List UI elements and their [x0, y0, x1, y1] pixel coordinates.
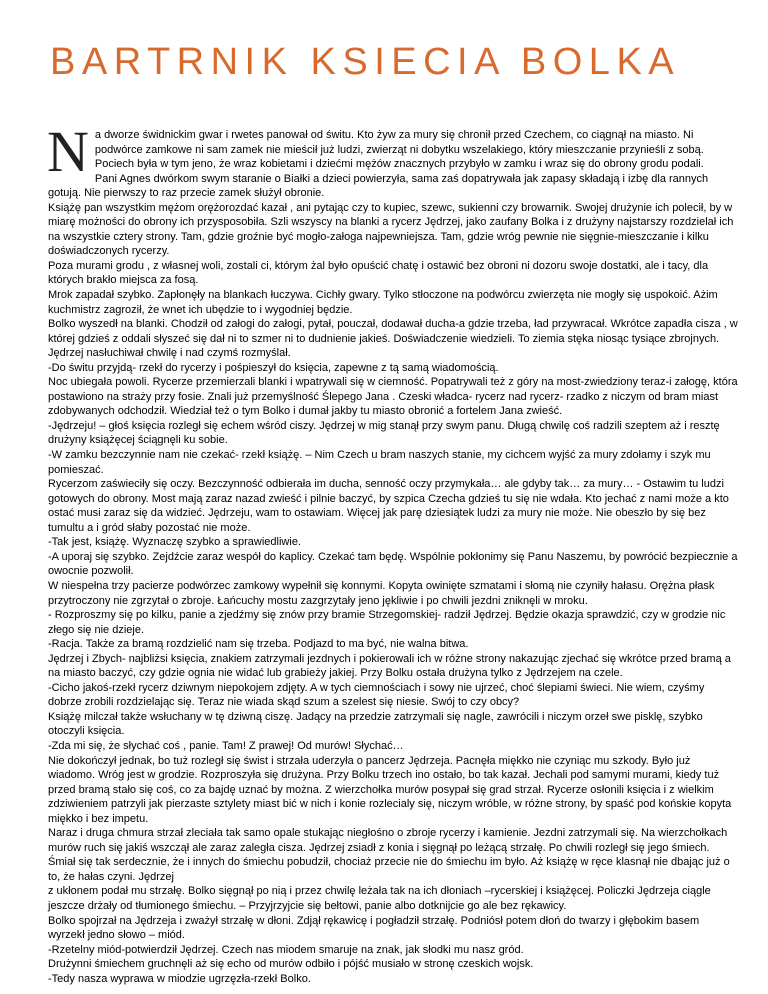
story-text — [47, 119, 738, 986]
paragraph: Mrok zapadał szybko. Zapłonęły na blankach łuczywa. Cichły gwary. Tylko stłoczone na podwórcu zwierzęta nie mogły się uspokoić. Ażim kuchmistrz zagroził, że wnet ich ubędzie to i wygodniej będzie. — [48, 289, 718, 316]
paragraph: Naraz i druga chmura strzał zleciała tak samo opale stukając niegłośno o zbroje rycerzy i kamienie. Jezdni zatrzymali się. Na wierzchołkach murów ruch się jakiś wszczął ale zaraz zaległa cisza. Jędrzej zsiadł z konia i sięgnął po leżącą strzałę. Po chwili rozległ się jego śmiech. Śmiał się tak serdecznie, że i innych do śmiechu pobudził, chociaż przecie nie do śmiechu im było. Aż książę w ręce klasnął nie dbając już o to, że hałas czyni. Jędrzej — [48, 827, 730, 883]
paragraph: -A uporaj się szybko. Zejdźcie zaraz wespół do kaplicy. Czekać tam będę. Wspólnie pokłonimy się Panu Naszemu, by powrócić bezpiecznie a owocnie pozwolił. — [48, 550, 738, 578]
page-title: BARTRNIK KSIECIA BOLKA — [50, 41, 681, 83]
paragraph: -Jędrzeju! – głoś księcia rozległ się echem wśród ciszy. Jędrzej w mig stanął przy swym panu. Długą chwilę coś radzili szeptem aż i resztę drużyny książęcej ściągnęli ku sobie. — [48, 419, 720, 447]
paragraph: z ukłonem podał mu strzałę. Bolko sięgnął po nią i przez chwilę leżała tak na ich dłoniach –rycerskiej i książęcej. Policzki Jędrzeja ciągle jeszcze drżały od tłumionego śmiechu. – Przyjrzyjcie się bełtowi, panie albo dotknijcie go ale bez rękawicy. — [48, 885, 711, 912]
paragraph: -Racja. Także za bramą rozdzielić nam się trzeba. Podjazd to ma być, nie walna bitwa. — [48, 638, 469, 651]
drop-cap: N — [47, 119, 89, 184]
paragraph: Noc ubiegała powoli. Rycerze przemierzali blanki i wpatrywali się w ciemność. Popatrywali też z góry na most-zwiedziony teraz-i załogę, która postawiono na straży przy fosie. Znali już przemyślność Ślepego Jana . Czeski władca- rycerz nad rycerz- rzadko z niczym od bram miast zdobywanych odchodził. Wiedział też o tym Bolko i dumał jakby tu miasto obronić a fortelem Jana zwieść. — [48, 376, 738, 418]
paragraph: -Do świtu przyjdą- rzekł do rycerzy i pośpieszył do księcia, zapewne z tą samą wiadomością. — [48, 361, 499, 374]
paragraph: Rycerzom zaświeciły się oczy. Bezczynność odbierała im ducha, senność oczy przymykała… ale gdyby tak… za mury… - Ostawim tu ludzi gotowych do obrony. Most mają zaraz nazad zwieść i pilnie baczyć, by szpica Czecha gdzieś tu się nie wdała. Kto jechać z nami może a kto ostać musi zaraz się da widzieć. Jędrzeju, wam to ostawiam. Więcej jak parę dziesiątek ludzi za mury nie może. Nie obeszło by się bez tumultu a i gród słaby pozostać nie może. — [48, 478, 729, 534]
paragraph: W niespełna trzy pacierze podwórzec zamkowy wypełnił się konnymi. Kopyta owinięte szmatami i słomą nie czyniły hałasu. Orężna płask przytroczony nie zgrzytał o zbroje. Łańcuchy mostu zazgrzytały jeno jękliwie i po chwili jezdni zniknęli w mroku. — [48, 579, 715, 607]
paragraph: Bolko spojrzał na Jędrzeja i zważył strzałę w dłoni. Zdjął rękawicę i pogładził strzałę. Podniósł potem dłoń do twarzy i głębokim basem wyrzekł jedno słowo – miód. — [48, 914, 700, 942]
paragraph: -Zda mi się, że słychać coś , panie. Tam! Z prawej! Od murów! Słychać… — [48, 739, 404, 752]
paragraph: - Rozproszmy się po kilku, panie a zjedźmy się znów przy bramie Strzegomskiej- radził Jędrzej. Będzie okazja sprawdzić, czy w grodzie nic złego się nie dzieje. — [48, 609, 726, 636]
paragraph: Książę pan wszystkim mężom orężorozdać kazał , ani pytając czy to kupiec, szewc, sukienni czy browarnik. Swojej drużynie ich polecił, by w miarę możności do obrony ich przysposobiła. Szli wszyscy na blanki a rycerz Jędrzej, jako zaufany Bolka i z drużyny najstarszy rozdzielał ich na wszystkie cztery strony. Tam, gdzie groźnie być mogło-załoga najpewniejsza. Tam, gdzie wróg pewnie nie sięgnie-mieszczanie i kilku doświadczonych rycerzy. — [48, 201, 734, 258]
paragraph: -Tedy nasza wyprawa w miodzie ugrzęzła-rzekł Bolko. — [48, 972, 311, 985]
paragraph: Poza murami grodu , z własnej woli, zostali ci, którym żal było opuścić chatę i ostawić bez obroni ni dozoru swoje dostatki, ale i tacy, dla których brakło miejsca za fosą. — [48, 259, 709, 287]
paragraph: Drużynni śmiechem gruchnęli aż się echo od murów odbiło i pójść musiało w stronę czeskich wojsk. — [48, 958, 534, 971]
paragraph — [47, 119, 738, 184]
paragraph: Książę milczał także wsłuchany w tę dziwną ciszę. Jadący na przedzie zatrzymali się nagle, zawrócili i niczym orzeł swe pisklę, szybko otoczyli księcia. — [48, 710, 703, 738]
paragraph: Nie dokończył jednak, bo tuż rozległ się świst i strzała uderzyła o pancerz Jędrzeja. Pacnęła miękko nie czyniąc mu szkody. Było już wiadomo. Wróg jest w grodzie. Rozproszyła się drużyna. Przy Bolku trzech ino ostało, bo tak kazał. Jechali pod samymi murami, kiedy tuż przed bramą stało się coś, co za bajdę uznać by można. Z wierzchołka murów posypał się grad strzał. Rycerze osłonili księcia i z wielkim zdziwieniem patrzyli jak pierzaste sztylety miast bić w nich i konie rozlecialy się, niczym wróble, w różne strony, by spaść pod końskie kopyta miękko i bez impetu. — [48, 754, 732, 825]
paragraph: Pani Agnes dwórkom swym staranie o Białki a dzieci powierzyła, sama zaś dopatrywała jak zapasy składają i izbę dla rannych gotują. Nie pierwszy to raz przecie zamek służył obronie. — [48, 172, 709, 200]
paragraph: -Rzetelny miód-potwierdził Jędrzej. Czech nas miodem smaruje na znak, jak słodki mu nasz gród. — [48, 943, 524, 956]
paragraph: Bolko wyszedł na blanki. Chodził od załogi do załogi, pytał, pouczał, dodawał ducha-a gdzie trzeba, ład przywracał. Wkrótce zapadła cisza , w której gdzieś z oddali słyszeć się dał ni to szmer ni to dudnienie jakieś. Doświadczenie wiedzieli. To ziemia stęka niosąc tysiące zbrojnych. Jędrzej nasłuchiwał chwilę i nad czymś rozmyślał. — [48, 318, 738, 360]
paragraph: -W zamku bezczynnie nam nie czekać- rzekł książę. – Nim Czech u bram naszych stanie, my cichcem wyjść za mury zdołamy i szyk mu pomieszać. — [48, 449, 711, 476]
paragraph: -Cicho jakoś-rzekł rycerz dziwnym niepokojem zdjęty. A w tych ciemnościach i sowy nie ujrzeć, choć ślepiami świeci. Nie wiem, czyśmy dobrze zrobili rozdzielając się. Teraz nie wiada skąd szum a szelest się niesie. Swój to czy obcy? — [48, 681, 705, 709]
paragraph: -Tak jest, książę. Wyznaczę szybko a sprawiedliwie. — [48, 536, 301, 549]
paragraph: Jędrzej i Zbych- najbliżsi księcia, znakiem zatrzymali jezdnych i pokierowali ich w różne strony nakazując zjechać się wkrótce przed bramą a na miasto baczyć, czy gdzie ognia nie widać lub grabieży jakiej. Przy Bolku ostała drużyna tylko z Jędrzejem na czele. — [48, 652, 731, 680]
paragraph-text: a dworze świdnickim gwar i rwetes panował od świtu. Kto żyw za mury się chronił przed Czechem, co ciągnął na miasto. Ni podwórce zamkowe ni sam zamek nie mieścił już ludzi, zwierząt ni dobytku wszelakiego, który mieszczanie przynieśli z sobą. Pociech była w tym jeno, że wraz kobietami i dziećmi mężów znacznych przybyło w zamku i wraz się do obrony grodu podali. — [94, 129, 704, 171]
